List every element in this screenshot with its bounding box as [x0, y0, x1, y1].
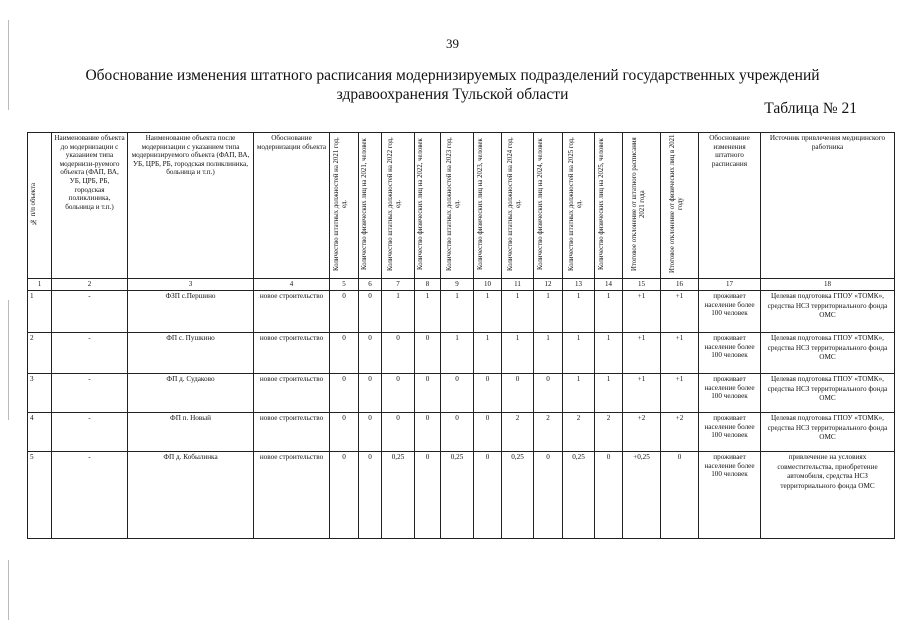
- column-number: 4: [254, 279, 330, 291]
- table-cell: 0: [359, 333, 382, 374]
- header-cell: [474, 133, 502, 279]
- table-cell: 1: [563, 333, 595, 374]
- table-cell: 1: [415, 291, 441, 333]
- table-cell: 0,25: [502, 452, 534, 539]
- column-number: 1: [28, 279, 52, 291]
- header-cell: [534, 133, 563, 279]
- table-cell: ФП с. Пушкино: [128, 333, 254, 374]
- table-cell: Целевая подготовка ГПОУ «ТОМК», средства НСЗ территориального фонда ОМС: [761, 413, 895, 452]
- table-cell: 1: [474, 333, 502, 374]
- header-text: Количество штатных должностей на 2022 год, ед.: [387, 137, 402, 271]
- table-cell: 1: [595, 291, 623, 333]
- header-cell: [441, 133, 474, 279]
- table-cell: 0: [359, 413, 382, 452]
- table-cell: 0: [359, 291, 382, 333]
- table-cell: новое строительство: [254, 374, 330, 413]
- header-text: Наименование объекта после модернизации с указанием типа модернизируемого объекта (ФАП, ВА, УБ, ЦРБ, РБ, городская поликлиника, больница и т.п.): [131, 134, 250, 177]
- table-cell: +1: [661, 291, 699, 333]
- table-cell: 1: [441, 333, 474, 374]
- table-cell: проживает население более 100 человек: [699, 291, 761, 333]
- table-cell: 1: [474, 291, 502, 333]
- table-cell: 0: [474, 413, 502, 452]
- header-text: Количество физических лиц на 2024, человек: [537, 138, 544, 270]
- table-cell: 5: [28, 452, 52, 539]
- header-cell: [359, 133, 382, 279]
- table-cell: 0: [382, 413, 415, 452]
- header-cell: [699, 133, 761, 279]
- table-cell: 0: [474, 374, 502, 413]
- table-cell: -: [52, 291, 128, 333]
- header-cell: [330, 133, 359, 279]
- column-number: 8: [415, 279, 441, 291]
- column-number: 5: [330, 279, 359, 291]
- table-cell: +2: [623, 413, 661, 452]
- table-cell: 1: [595, 374, 623, 413]
- table-cell: -: [52, 413, 128, 452]
- column-number: 9: [441, 279, 474, 291]
- table-row: [28, 333, 895, 374]
- table-cell: 0: [534, 452, 563, 539]
- header-cell: [761, 133, 895, 279]
- column-number-row: [28, 279, 895, 291]
- table-cell: +1: [623, 333, 661, 374]
- column-number: 10: [474, 279, 502, 291]
- table-cell: +1: [661, 333, 699, 374]
- column-number: 12: [534, 279, 563, 291]
- column-number: 7: [382, 279, 415, 291]
- scan-margin-line: [8, 560, 9, 620]
- table-cell: ФП п. Новый: [128, 413, 254, 452]
- table-cell: привлечение на условиях совместительства, приобретение автомобиля, средства НСЗ территориального фонда ОМС: [761, 452, 895, 539]
- table-cell: 0: [359, 374, 382, 413]
- table-cell: 0: [415, 374, 441, 413]
- header-text: Количество физических лиц на 2022, человек: [417, 138, 424, 270]
- table-cell: 0,25: [441, 452, 474, 539]
- staffing-table: [27, 132, 895, 539]
- header-text: Количество физических лиц на 2023, человек: [476, 138, 484, 270]
- table-cell: +2: [661, 413, 699, 452]
- table-cell: 2: [563, 413, 595, 452]
- header-cell: [623, 133, 661, 279]
- header-text: Количество штатных должностей на 2024 год, ед.: [506, 137, 522, 271]
- column-number: 16: [661, 279, 699, 291]
- header-text: Количество физических лиц на 2025, человек: [597, 138, 605, 270]
- column-number: 2: [52, 279, 128, 291]
- table-cell: 0,25: [382, 452, 415, 539]
- table-cell: 2: [502, 413, 534, 452]
- column-number: 6: [359, 279, 382, 291]
- table-cell: 0: [415, 333, 441, 374]
- table-cell: 0: [330, 291, 359, 333]
- header-text: Итоговое отклонение от физических лиц в 2021 году: [668, 134, 684, 274]
- header-cell: [415, 133, 441, 279]
- table-cell: новое строительство: [254, 291, 330, 333]
- table-cell: проживает население более 100 человек: [699, 452, 761, 539]
- table-cell: ФП д. Судаково: [128, 374, 254, 413]
- column-number: 13: [563, 279, 595, 291]
- header-text: Обоснование изменения штатного расписания: [709, 134, 750, 168]
- table-cell: Целевая подготовка ГПОУ «ТОМК», средства НСЗ территориального фонда ОМС: [761, 291, 895, 333]
- header-cell: [128, 133, 254, 279]
- table-cell: 0: [382, 333, 415, 374]
- table-cell: проживает население более 100 человек: [699, 413, 761, 452]
- table-cell: +0,25: [623, 452, 661, 539]
- title-line-2: здравоохранения Тульской области: [336, 86, 569, 103]
- scan-margin-line: [8, 300, 9, 420]
- table-cell: 0: [330, 333, 359, 374]
- table-cell: 0: [330, 452, 359, 539]
- header-text: Количество штатных должностей на 2025 год, ед.: [567, 137, 583, 271]
- column-number: 11: [502, 279, 534, 291]
- document-title: [0, 66, 905, 104]
- table-cell: 0: [330, 413, 359, 452]
- header-cell: [254, 133, 330, 279]
- table-cell: 0: [415, 452, 441, 539]
- header-text: Наименование объекта до модернизации с указанием типа модернизи-руемого объекта (ФАП, ВА, УБ, ЦРБ, РБ, городская поликлиника, больница и т.п.): [54, 134, 125, 211]
- table-row: [28, 413, 895, 452]
- table-cell: 1: [382, 291, 415, 333]
- table-row: [28, 374, 895, 413]
- table-cell: -: [52, 333, 128, 374]
- table-cell: 1: [534, 333, 563, 374]
- header-cell: [595, 133, 623, 279]
- table-cell: 0: [415, 413, 441, 452]
- table-cell: новое строительство: [254, 333, 330, 374]
- table-cell: 0: [330, 374, 359, 413]
- table-cell: -: [52, 374, 128, 413]
- header-text: № п/п объекта: [30, 182, 37, 226]
- table-cell: 1: [502, 333, 534, 374]
- table-cell: новое строительство: [254, 413, 330, 452]
- table-cell: 3: [28, 374, 52, 413]
- table-cell: +1: [623, 374, 661, 413]
- table-label: Таблица № 21: [764, 100, 857, 117]
- table-cell: 1: [502, 291, 534, 333]
- table-cell: 0,25: [563, 452, 595, 539]
- title-line-1: Обоснование изменения штатного расписания модернизируемых подразделений государственных учреждений: [85, 67, 820, 84]
- table-cell: 1: [441, 291, 474, 333]
- header-text: Количество штатных должностей на 2023 год, ед.: [446, 137, 461, 271]
- header-text: Количество штатных должностей на 2021 год, ед.: [333, 137, 348, 271]
- table-cell: 0: [661, 452, 699, 539]
- table-cell: 1: [28, 291, 52, 333]
- column-number: 18: [761, 279, 895, 291]
- column-number: 17: [699, 279, 761, 291]
- header-text: Количество физических лиц на 2021, человек: [361, 138, 368, 270]
- table-cell: 0: [382, 374, 415, 413]
- column-number: 14: [595, 279, 623, 291]
- table-cell: 0: [502, 374, 534, 413]
- header-cell: [563, 133, 595, 279]
- table-cell: Целевая подготовка ГПОУ «ТОМК», средства НСЗ территориального фонда ОМС: [761, 374, 895, 413]
- header-cell: [28, 133, 52, 279]
- page-number: 39: [446, 36, 459, 51]
- table-cell: 0: [441, 374, 474, 413]
- table-cell: 2: [28, 333, 52, 374]
- table-cell: Целевая подготовка ГПОУ «ТОМК», средства НСЗ территориального фонда ОМС: [761, 333, 895, 374]
- table-cell: 4: [28, 413, 52, 452]
- table-cell: 2: [534, 413, 563, 452]
- table-cell: проживает население более 100 человек: [699, 333, 761, 374]
- column-number: 3: [128, 279, 254, 291]
- column-number: 15: [623, 279, 661, 291]
- table-cell: проживает население более 100 человек: [699, 374, 761, 413]
- header-text: Источник привлечения медицинского работника: [769, 134, 886, 151]
- header-row: [28, 133, 895, 279]
- table-row: [28, 452, 895, 539]
- table-cell: -: [52, 452, 128, 539]
- table-cell: новое строительство: [254, 452, 330, 539]
- header-text: Обоснование модернизации объекта: [256, 134, 327, 151]
- table-cell: +1: [623, 291, 661, 333]
- header-cell: [382, 133, 415, 279]
- table-row: [28, 291, 895, 333]
- table-cell: 1: [563, 291, 595, 333]
- table-cell: 1: [595, 333, 623, 374]
- table-cell: 0: [441, 413, 474, 452]
- table-cell: ФЗП с.Першино: [128, 291, 254, 333]
- table-cell: 0: [595, 452, 623, 539]
- table-cell: 0: [359, 452, 382, 539]
- table-cell: 2: [595, 413, 623, 452]
- table-cell: +1: [661, 374, 699, 413]
- header-cell: [502, 133, 534, 279]
- table-cell: 0: [474, 452, 502, 539]
- header-text: Итоговое отклонение от штатного расписания 2021 года: [630, 137, 646, 271]
- table-cell: ФП д. Кобылинка: [128, 452, 254, 539]
- table-cell: 1: [563, 374, 595, 413]
- header-cell: [52, 133, 128, 279]
- header-cell: [661, 133, 699, 279]
- table-cell: 0: [534, 374, 563, 413]
- table-cell: 1: [534, 291, 563, 333]
